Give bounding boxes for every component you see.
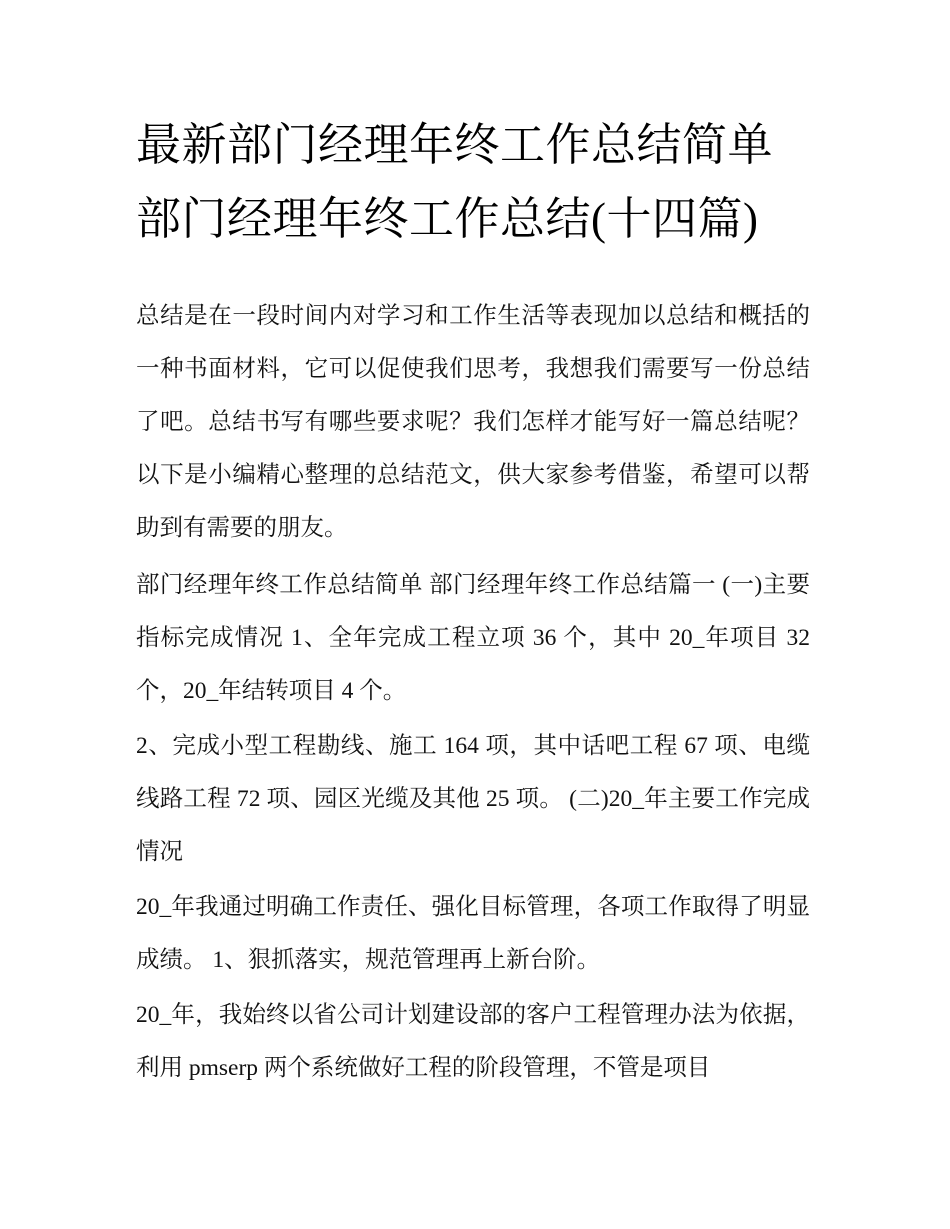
- document-body: [136, 290, 810, 1095]
- paragraph: 20_年我通过明确工作责任、强化目标管理，各项工作取得了明显成绩。 1、狠抓落实，规范管理再上新台阶。: [136, 894, 810, 973]
- paragraph: 部门经理年终工作总结简单 部门经理年终工作总结篇一 (一)主要指标完成情况 1、全年完成工程立项 36 个，其中 20_年项目 32 个，20_年结转项目 4 个。: [136, 572, 810, 704]
- paragraph: 总结是在一段时间内对学习和工作生活等表现加以总结和概括的一种书面材料，它可以促使我们思考，我想我们需要写一份总结了吧。总结书写有哪些要求呢？我们怎样才能写好一篇总结呢？以下是小编精心整理的总结范文，供大家参考借鉴，希望可以帮助到有需要的朋友。: [136, 303, 810, 541]
- paragraph: 2、完成小型工程勘线、施工 164 项，其中话吧工程 67 项、电缆线路工程 72 项、园区光缆及其他 25 项。 (二)20_年主要工作完成情况: [136, 733, 810, 865]
- paragraph: 20_年，我始终以省公司计划建设部的客户工程管理办法为依据，利用 pmserp 两个系统做好工程的阶段管理，不管是项目: [136, 1002, 810, 1081]
- page-title: 最新部门经理年终工作总结简单 部门经理年终工作总结(十四篇): [136, 120, 774, 244]
